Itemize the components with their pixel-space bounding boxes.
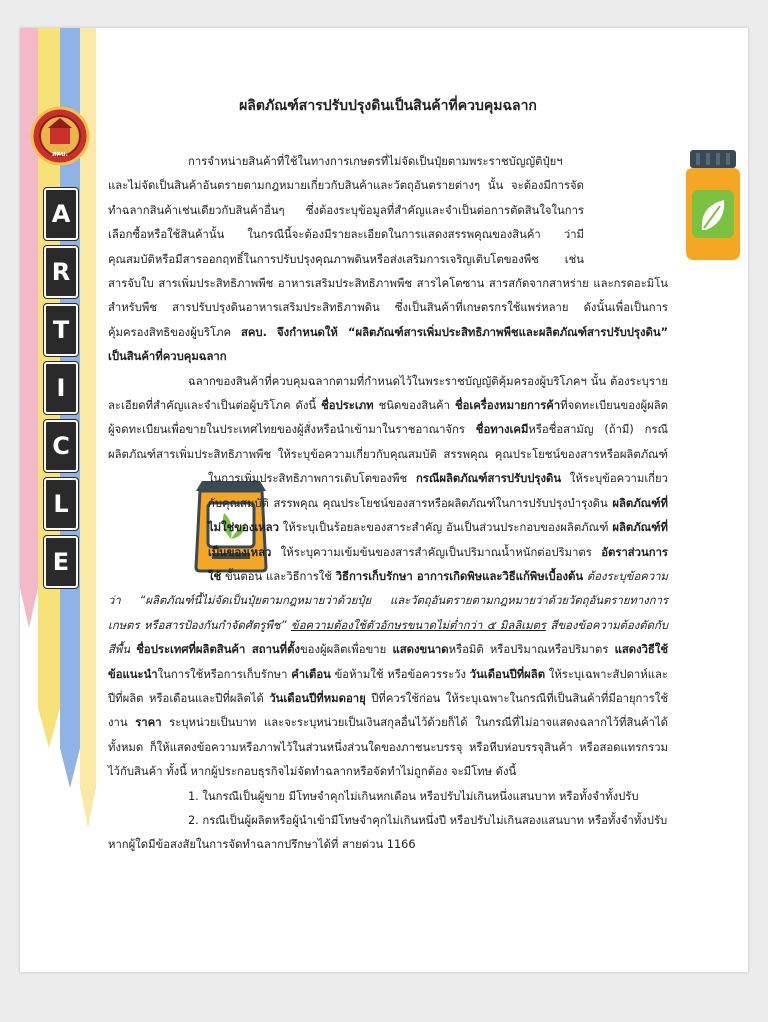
paragraph-italic: สีของข้อความต้องตัดกับสีพื้น xyxy=(108,618,668,657)
article-letter: T xyxy=(44,304,78,356)
paragraph-text: ในการใช้หรือการเก็บรักษา xyxy=(157,667,292,681)
paragraph-text: การจำหน่ายสินค้าที่ใช้ในทางการเกษตรที่ไม่จัดเป็นปุ๋ยตามพระราชบัญญัติปุ๋ยฯ และไม่จัดเป็นสินค้าอันตรายตามกฎหมายเกี่ยวกับสินค้าและวัตถุอันตรายต่างๆ นั้น จะต้องมีการจัดทำฉลากสินค้าเช่นเดียวกับสินค้าอื่นๆ ซึ่งต้องระบุข้อมูลที่สำคัญและจำเป็นต่อการตัดสินใจในการเลือกซื้อหรือใช้สินค้านั้น ในกรณีนี้จะต้องมีรายละเอียดในการแสดงสรรพคุณของสินค้า ว่ามีคุณสมบัติหรือมีสารออกฤทธิ์ในการปรับปรุงคุณภาพดินหรือส่งเสริมการเจริญเติบโตของพืช เช่น สารจับใบ สารเพิ่มประสิทธิภาพพืช อาหารเสริมประสิทธิภาพพืช สารไคโตซาน สารสกัดจากสาหร่าย และกรดอะมิโนสำหรับพืช สารปรับปรุงดินอาหารเสริมประสิทธิภาพดิน ซึ่งเป็นสินค้าที่เกษตรกรใช้แพร่หลาย ดังนั้นเพื่อเป็นการคุ้มครองสิทธิของผู้บริโภค xyxy=(108,155,668,339)
page-title: ผลิตภัณฑ์สารปรับปรุงดินเป็นสินค้าที่ควบคุมฉลาก xyxy=(239,98,537,114)
paragraph-text: ชนิดของสินค้า xyxy=(373,399,455,413)
paragraph-text: ฉลากของสินค้าที่ควบคุมฉลากตามที่กำหนดไว้ในพระราชบัญญัติคุ้มครองผู้บริโภคฯ นั้น ต้องระบุรายละเอียดที่สำคัญและจำเป็นต่อผู้บริโภค ดังนี้ xyxy=(108,374,668,413)
paragraph-text: ให้ระบุเป็นร้อยละของสาระสำคัญ อันเป็นส่วนประกอบของผลิตภัณฑ์ xyxy=(278,521,613,535)
paragraph-underline: ข้อความต้องใช้ตัวอักษรขนาดไม่ต่ำกว่า ๕ มิลลิเมตร xyxy=(291,618,546,632)
paragraph-text: ให้ระบุข้อความเกี่ยวกับคุณสมบัติ สรรพคุณ คุณประโยชน์ของสารหรือผลิตภัณฑ์ในการปรับปรุงบำรุงดิน xyxy=(208,472,668,510)
paragraph-bold: วันเดือนปีที่หมดอายุ xyxy=(269,691,366,705)
article-letter: I xyxy=(44,362,78,414)
paragraph-bold: กรณีผลิตภัณฑ์สารปรับปรุงดิน xyxy=(415,472,562,486)
document-page xyxy=(20,28,748,972)
paragraph-bold: สคบ. จึงกำหนดให้ “ผลิตภัณฑ์สารเพิ่มประสิทธิภาพพืชและผลิตภัณฑ์สารปรับปรุงดิน” เป็นสินค้าที่ควบคุมฉลาก xyxy=(108,325,668,364)
paragraph-text: หรือชื่อสามัญ (ถ้ามี) กรณีผลิตภัณฑ์สารเพิ่มประสิทธิภาพพืช ให้ระบุข้อความเกี่ยวกับคุณสมบัติ สรรพคุณ คุณประโยชน์ของสารหรือผลิตภัณฑ์ในการเพิ่มประสิทธิภาพการเติบโตของพืช xyxy=(108,423,668,486)
paragraph-bold: ชื่อเครื่องหมายการค้า xyxy=(454,399,561,413)
article-letter: E xyxy=(44,536,78,588)
paragraph-label-rules xyxy=(108,370,668,785)
paragraph-text: ของผู้ผลิตเพื่อขาย xyxy=(299,643,393,657)
paragraph-bold: คำเตือน xyxy=(291,667,331,681)
seed-bag-icon xyxy=(108,477,194,573)
paragraph-bold: วิธีการเก็บรักษา อาการเกิดพิษและวิธีแก้พิษเบื้องต้น xyxy=(335,569,584,583)
paragraph-bold: อัตราส่วนการใช้ xyxy=(208,545,668,583)
paragraph-bold: แสดงวิธีใช้ ข้อแนะนำ xyxy=(108,643,669,681)
article-letters xyxy=(44,188,78,594)
penalty-list-item: 1. ในกรณีเป็นผู้ขาย มีโทษจำคุกไม่เกินหกเดือน หรือปรับไม่เกินหนึ่งแสนบาท หรือทั้งจำทั้งปรับ xyxy=(188,789,639,803)
paragraph-text: ให้ระบุเฉพาะสัปดาห์และปีที่ผลิต หรือเดือนและปีที่ผลิตได้ xyxy=(108,667,668,705)
fertilizer-bottle-icon xyxy=(598,150,668,260)
article-letter: A xyxy=(44,188,78,240)
article-letter: R xyxy=(44,246,78,298)
article-letter: L xyxy=(44,478,78,530)
paragraph-bold: ผลิตภัณฑ์ที่เป็นของเหลว xyxy=(208,521,668,559)
paragraph-bold: ชื่อประเทศที่ผลิตสินค้า สถานที่ตั้ง xyxy=(136,643,300,657)
paragraph-text: ข้อห้ามใช้ หรือข้อควรระวัง xyxy=(330,667,470,681)
article-body xyxy=(108,96,668,858)
penalty-list-item: 2. กรณีเป็นผู้ผลิตหรือผู้นำเข้ามีโทษจำคุกไม่เกินหนึ่งปี หรือปรับไม่เกินสองแสนบาท หรือทั้งจำทั้งปรับ หากผู้ใดมีข้อสงสัยในการจัดทำฉลากปรึกษาได้ที่ สายด่วน 1166 xyxy=(108,813,668,852)
paragraph-bold: ชื่อประเภท xyxy=(321,399,374,413)
paragraph-bold: ราคา xyxy=(135,716,162,730)
paragraph-text: ระบุหน่วยเป็นบาท และจะระบุหน่วยเป็นเงินสกุลอื่นไว้ด้วยก็ได้ ในกรณีที่ไม่อาจแสดงฉลากไว้ที่สินค้าได้ทั้งหมด ก็ให้แสดงข้อความหรือภาพไว้ในส่วนหนึ่งส่วนใดของภาชนะบรรจุ หรือหีบห่อบรรจุสินค้า หรือสอดแทรกรวมไว้กับสินค้า ทั้งนี้ หากผู้ประกอบธุรกิจไม่จัดทำฉลากหรือจัดทำไม่ถูกต้อง จะมีโทษ ดังนี้ xyxy=(108,716,668,779)
paragraph-text: ให้ระบุความเข้มข้นของสารสำคัญเป็นปริมาณน้ำหนักต่อปริมาตร xyxy=(271,545,602,559)
article-letter: C xyxy=(44,420,78,472)
paragraph-intro xyxy=(108,150,668,370)
paragraph-bold: ชื่อทางเคมี xyxy=(475,423,529,437)
paragraph-bold: ผลิตภัณฑ์ที่ไม่ใช่ของเหลว xyxy=(208,496,668,535)
government-seal-icon xyxy=(30,106,90,166)
seal-text: สคบ. xyxy=(51,150,69,158)
paragraph-italic: ต้องระบุข้อความว่า “ผลิตภัณฑ์นี้ไม่จัดเป็นปุ๋ยตามกฎหมายว่าด้วยปุ๋ย และวัตถุอันตรายตามกฎหมายว่าด้วยวัตถุอันตรายทางการเกษตร หรือสารป้องกันกำจัดศัตรูพืช” xyxy=(108,569,668,632)
paragraph-bold: แสดงขนาด xyxy=(392,643,449,657)
paragraph-text: ขั้นตอน และวิธีการใช้ xyxy=(221,569,336,583)
paragraph-bold: วันเดือนปีที่ผลิต xyxy=(469,667,546,681)
paragraph-text: หรือมิติ หรือปริมาณหรือปริมาตร xyxy=(448,643,615,657)
paragraph-text: ที่จดทะเบียนของผู้ผลิต ผู้จดทะเบียนเพื่อขายในประเทศไทยของผู้สั่งหรือนำเข้ามาในราชอาณาจักร xyxy=(108,399,668,437)
paragraph-text: ปีที่ควรใช้ก่อน ให้ระบุเฉพาะในกรณีที่เป็นสินค้าที่มีอายุการใช้งาน xyxy=(108,691,668,730)
